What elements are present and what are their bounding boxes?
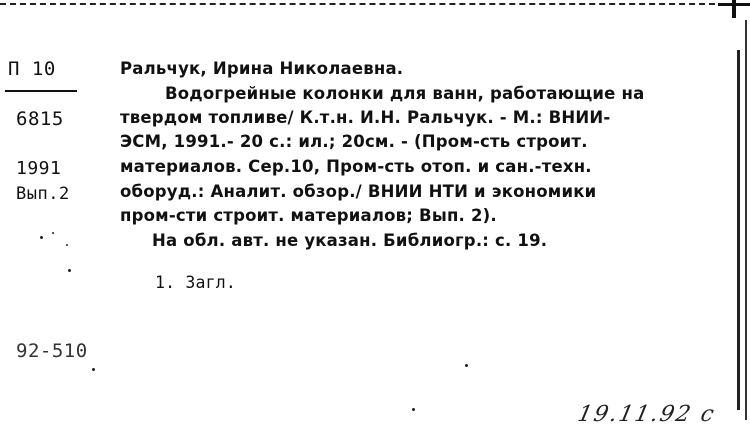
year: 1991 bbox=[16, 158, 62, 179]
title-line-1: Водогрейные колонки для ванн, работающие на bbox=[165, 84, 645, 103]
issue: Вып.2 bbox=[16, 184, 70, 204]
speck bbox=[68, 269, 71, 272]
note-line: На обл. авт. не указан. Библиогр.: с. 19. bbox=[152, 231, 548, 250]
shelf-mark-underline bbox=[5, 90, 77, 92]
accession-number: 92-510 bbox=[16, 340, 88, 362]
shelf-mark: П 10 bbox=[8, 58, 56, 80]
right-edge bbox=[745, 20, 747, 420]
speck bbox=[52, 232, 54, 234]
call-number-column bbox=[0, 0, 120, 441]
speck bbox=[66, 244, 68, 246]
title-line-3: ЭСМ, 1991.- 20 с.: ил.; 20см. - (Пром-сть строит. bbox=[120, 132, 588, 151]
cutter-number: 6815 bbox=[16, 108, 64, 130]
title-line-6: пром-сти строит. материалов; Вып. 2). bbox=[120, 206, 497, 225]
tracing-line: 1. Загл. bbox=[155, 273, 237, 292]
speck bbox=[40, 236, 43, 239]
title-line-4: материалов. Сер.10, Пром-сть отоп. и сан.-техн. bbox=[120, 157, 592, 176]
handwritten-date: 19.11.92 с bbox=[575, 402, 718, 427]
speck bbox=[92, 368, 95, 371]
author-heading: Ральчук, Ирина Николаевна. bbox=[120, 59, 404, 78]
title-line-2: твердом топливе/ К.т.н. И.Н. Ральчук. - М.: ВНИИ- bbox=[120, 108, 611, 127]
corner-mark-vertical bbox=[732, 0, 736, 18]
right-border bbox=[737, 50, 740, 410]
speck bbox=[412, 408, 415, 411]
speck bbox=[465, 364, 468, 367]
title-line-5: оборуд.: Аналит. обзор./ ВНИИ НТИ и экономики bbox=[120, 182, 597, 201]
